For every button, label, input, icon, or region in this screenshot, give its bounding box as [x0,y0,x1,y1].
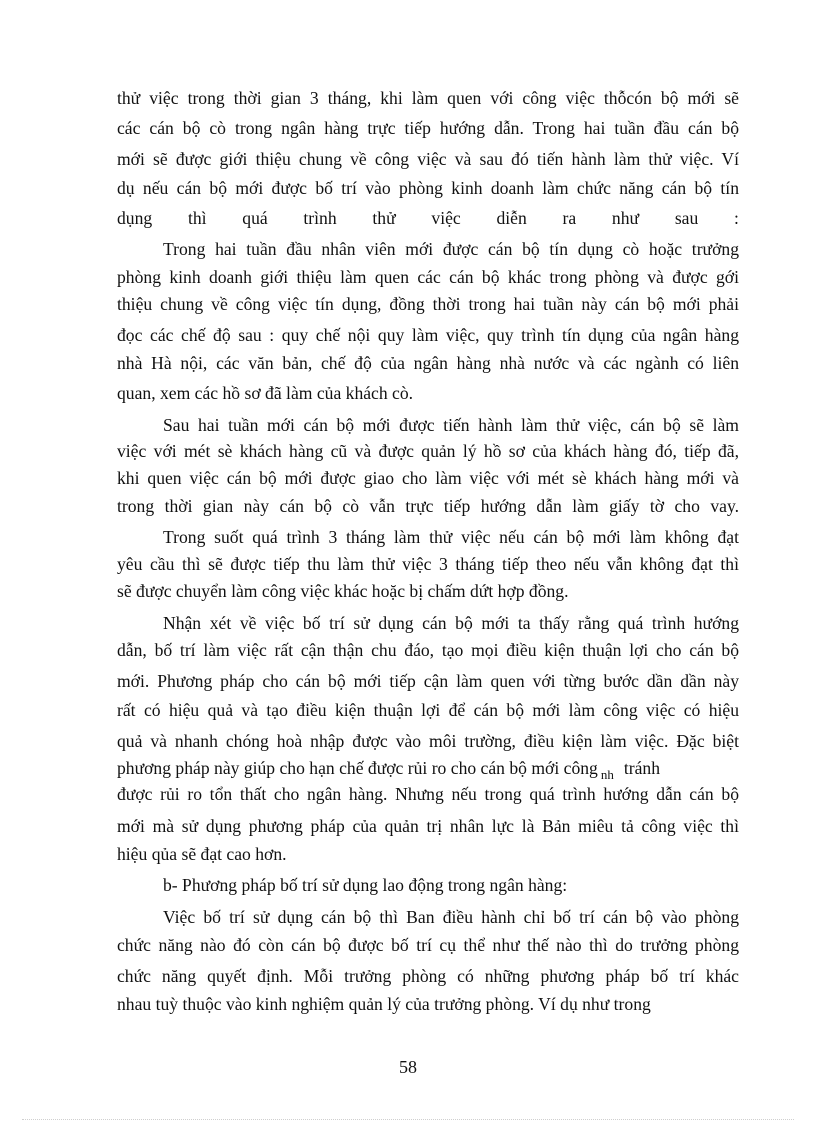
text-line: rất có hiệu quả và tạo điều kiện thuận lợi để cán bộ mới làm công việc có hiệu [117,700,739,720]
text-line: đọc các chế độ sau : quy chế nội quy làm việc, quy trình tín dụng của ngân hàng [117,325,739,345]
text-line: mới sẽ được giới thiệu chung về công việc và sau đó tiến hành làm thử việc. Ví [117,149,739,169]
bottom-dotted-rule [22,1119,794,1120]
text-line: việc với mét sè khách hàng cũ và được quản lý hồ sơ của khách hàng đó, tiếp đã, [117,441,739,461]
paragraph-first-line: Việc bố trí sử dụng cán bộ thì Ban điều hành chỉ bố trí cán bộ vào phòng [163,907,739,927]
paragraph-first-line: Sau hai tuần mới cán bộ mới được tiến hành làm thử việc, cán bộ sẽ làm [163,415,739,435]
page-number: 58 [399,1057,417,1077]
text-line: thử việc trong thời gian 3 tháng, khi làm quen với công việc thỗcón bộ mới sẽ [117,88,739,108]
text-line: trong thời gian này cán bộ cò vẫn trực tiếp hướng dẫn làm giấy tờ cho vay. [117,496,739,516]
word: diễn [496,208,527,228]
text-line: thiệu chung về công việc tín dụng, đồng thời trong hai tuần này cán bộ mới phải [117,294,739,314]
text-line: mới mà sử dụng phương pháp của quản trị nhân lực là Bản miêu tả công việc thì [117,816,739,836]
word: dụng [117,208,153,228]
paragraph-last-line: hiệu qủa sẽ đạt cao hơn. [117,844,287,864]
word: sau [674,208,699,228]
paragraph-last-line: sẽ được chuyển làm công việc khác hoặc bị chấm dứt hợp đồng. [117,581,569,601]
paragraph-first-line: Nhận xét về việc bố trí sử dụng cán bộ mới ta thấy rằng quá trình hướng [163,613,739,633]
text-line: được rủi ro tổn thất cho ngân hàng. Nhưng nếu trong quá trình hướng dẫn cán bộ [117,784,739,804]
line-text: phương pháp này giúp cho hạn chế được rủi ro cho cán bộ mới công [117,758,598,778]
word: quá [242,208,268,228]
text-line: chức năng nào đó còn cán bộ được bố trí cụ thể như thế nào thì do trưởng phòng [117,935,739,955]
text-line: mới. Phương pháp cho cán bộ mới tiếp cận làm quen với từng bước dần dần này [117,671,739,691]
word: thì [187,208,207,228]
word: trình [303,208,337,228]
text-line: dẫn, bố trí làm việc rất cận thận chu đáo, tạo mọi điều kiện thuận lợi cho cán bộ [117,640,739,660]
subscript-fragment: nh [600,767,614,782]
text-line: yêu cầu thì sẽ được tiếp thu làm thử việc 3 tháng tiếp theo nếu vẫn không đạt thì [117,554,739,574]
text-line: khi quen việc cán bộ mới được giao cho làm việc với mét sè khách hàng mới và [117,468,739,488]
paragraph-first-line: Trong hai tuần đầu nhân viên mới được cán bộ tín dụng cò hoặc trưởng [163,239,739,259]
word: việc [431,208,461,228]
word: như [611,208,640,228]
text-line: quả và nhanh chóng hoà nhập được vào môi trường, điều kiện làm việc. Đặc biệt [117,731,739,751]
text-line: dụ nếu cán bộ mới được bố trí vào phòng kinh doanh làm chức năng cán bộ tín [117,178,739,198]
paragraph-last-line: quan, xem các hồ sơ đã làm của khách cò. [117,383,414,403]
word: ra [562,208,577,228]
text-line: phòng kinh doanh giới thiệu làm quen các cán bộ khác trong phòng và được gới [117,267,739,287]
word: : [734,208,739,228]
text-line-with-fragment [117,757,739,781]
text-line: nhà Hà nội, các văn bản, chế độ của ngân hàng nhà nước và các ngành có liên [117,353,739,373]
paragraph-first-line: Trong suốt quá trình 3 tháng làm thử việc nếu cán bộ mới làm không đạt [163,527,739,547]
text-line: nhau tuỳ thuộc vào kinh nghiệm quản lý của trưởng phòng. Ví dụ như trong [117,994,651,1014]
text-line: chức năng quyết định. Mỗi trưởng phòng có những phương pháp bố trí khác [117,966,739,986]
word: thử [372,208,396,228]
line-tail: tránh [623,758,660,778]
text-line-spread [117,207,739,229]
section-heading: b- Phương pháp bố trí sử dụng lao động trong ngân hàng: [163,875,568,895]
text-line: các cán bộ cò trong ngân hàng trực tiếp hướng dẫn. Trong hai tuần đầu cán bộ [117,118,739,138]
